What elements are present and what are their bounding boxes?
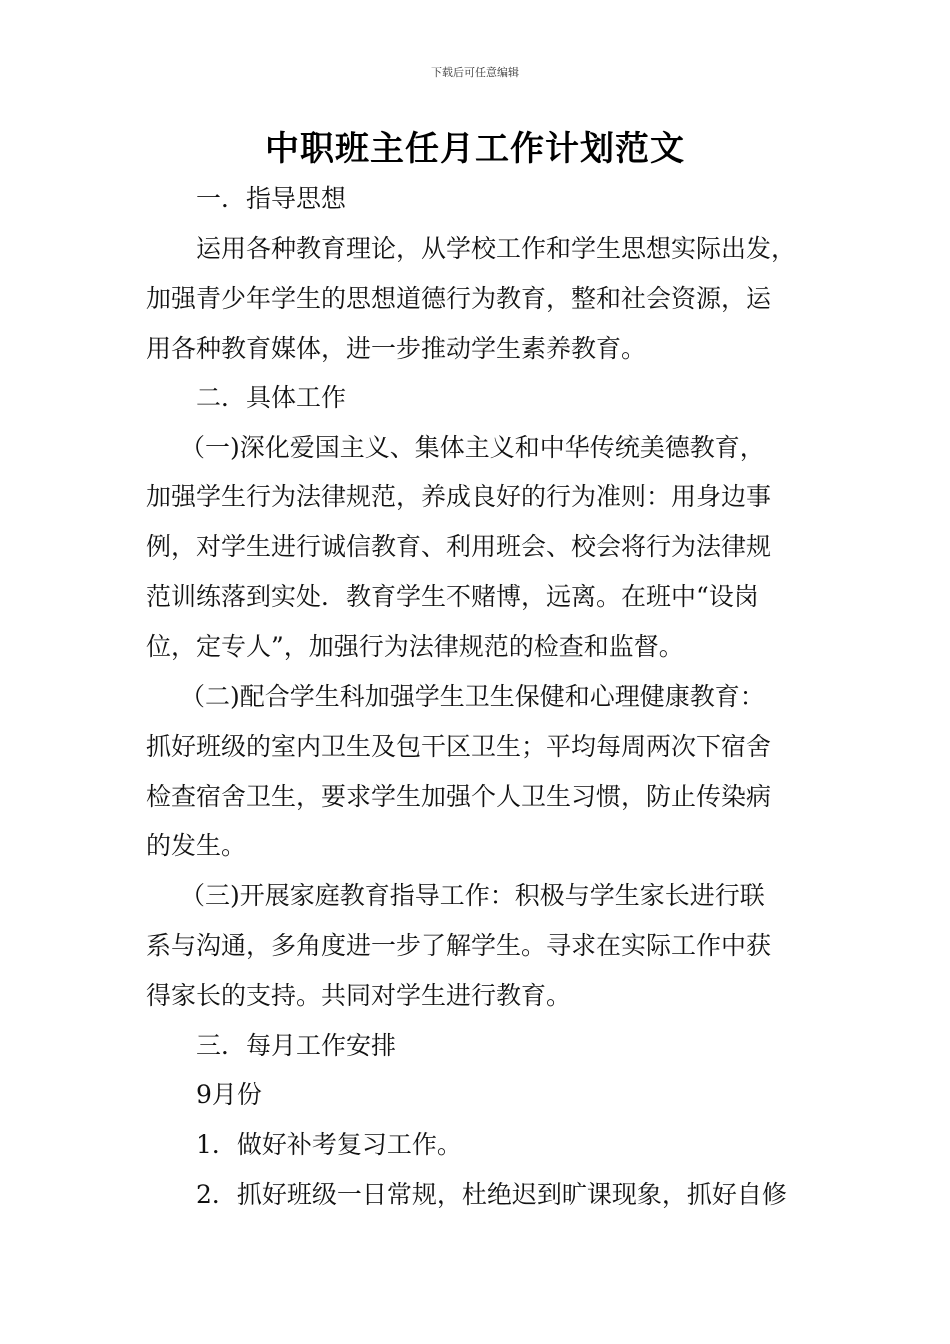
- paragraph-line: 加强学生行为法律规范，养成良好的行为准则：用身边事: [146, 482, 772, 511]
- paragraph-line: 检查宿舍卫生，要求学生加强个人卫生习惯，防止传染病: [146, 782, 772, 811]
- paragraph-line: 得家长的支持。共同对学生进行教育。: [146, 981, 572, 1010]
- paragraph-line: （二)配合学生科加强学生卫生保健和心理健康教育：: [180, 682, 765, 711]
- list-item: 2．抓好班级一日常规，杜绝迟到旷课现象，抓好自修: [196, 1180, 787, 1209]
- header-note: 下载后可任意编辑: [431, 66, 519, 79]
- section-heading-2: 二．具体工作: [196, 383, 347, 412]
- list-item: 1．做好补考复习工作。: [196, 1130, 462, 1159]
- paragraph-line: 的发生。: [146, 831, 247, 860]
- paragraph-line: 加强青少年学生的思想道德行为教育，整和社会资源，运: [146, 284, 772, 313]
- paragraph-line: 范训练落到实处．教育学生不赌博，远离。在班中“设岗: [146, 582, 759, 611]
- section-heading-3: 三．每月工作安排: [196, 1031, 397, 1060]
- paragraph-line: 位，定专人”，加强行为法律规范的检查和监督。: [146, 632, 684, 661]
- paragraph-line: 系与沟通，多角度进一步了解学生。寻求在实际工作中获: [146, 931, 772, 960]
- section-heading-1: 一．指导思想: [196, 184, 347, 213]
- page-title: 中职班主任月工作计划范文: [265, 129, 685, 169]
- paragraph-line: （三)开展家庭教育指导工作：积极与学生家长进行联: [180, 881, 765, 910]
- month-heading: 9月份: [196, 1080, 262, 1109]
- paragraph-line: （一)深化爱国主义、集体主义和中华传统美德教育，: [180, 433, 765, 462]
- paragraph-line: 例，对学生进行诚信教育、利用班会、校会将行为法律规: [146, 532, 772, 561]
- paragraph-line: 用各种教育媒体，进一步推动学生素养教育。: [146, 334, 647, 363]
- paragraph-line: 运用各种教育理论，从学校工作和学生思想实际出发，: [196, 234, 797, 263]
- paragraph-line: 抓好班级的室内卫生及包干区卫生；平均每周两次下宿舍: [146, 732, 772, 761]
